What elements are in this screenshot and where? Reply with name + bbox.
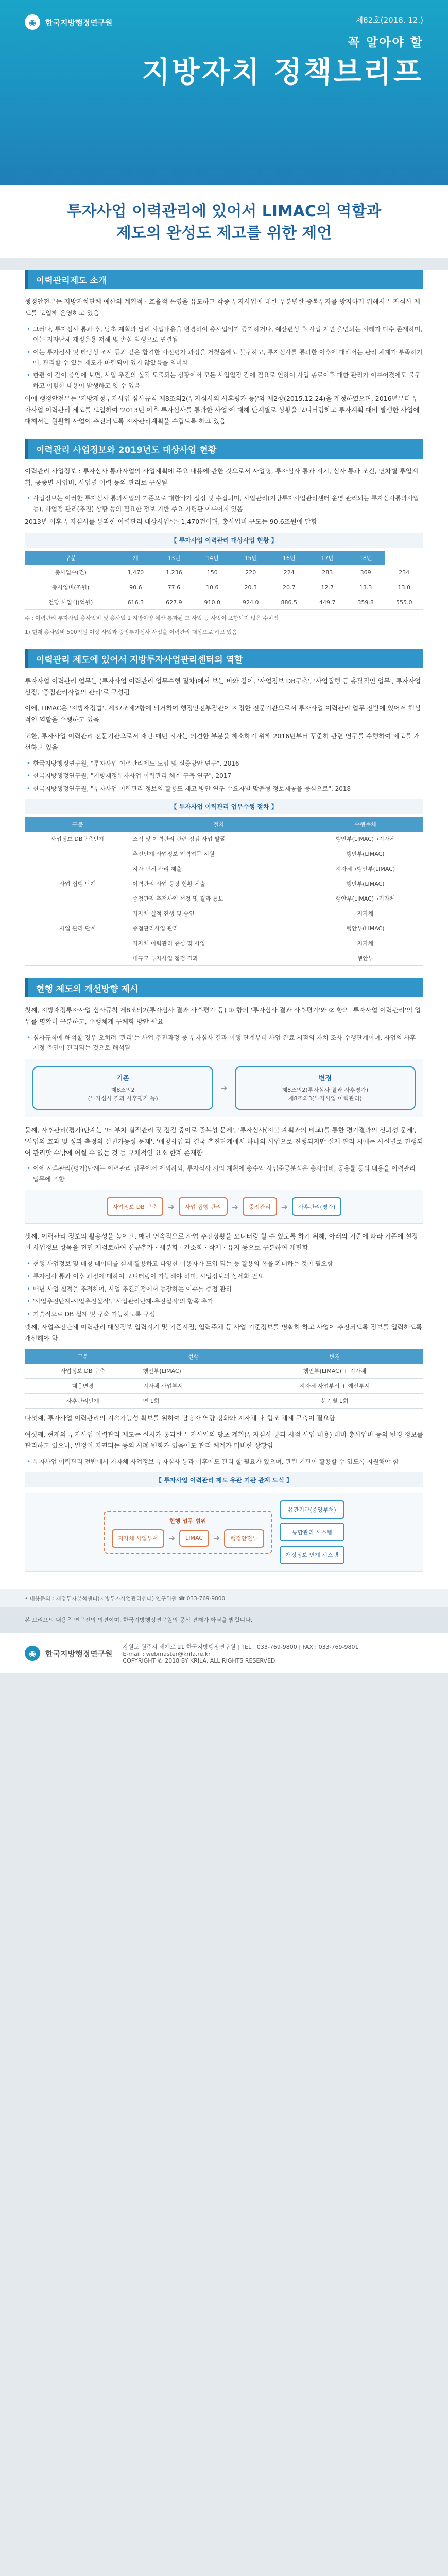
improve-paragraph-3: 셋째, 이력관리 정보의 활용성을 높이고, 매년 연속적으로 사업 추진상황을 모니터링 할 수 있도록 하기 위해, 아래의 기준에 따라 기존에 설정된 사업정보 항목을 전면 재검토하여 신규추가 · 세분화 · 간소화 · 삭제 · 유지 등으로 구분하여 개편함 bbox=[25, 1232, 418, 1252]
table-cell: 지자체 bbox=[307, 906, 423, 921]
role-paragraph-1: 투자사업 이력관리 업무는 (투자사업 이력관리 업무수행 절차)에서 보는 바와 같이, '사업정보 DB구축', '사업집행 등 총괄적인 업무', 투자사업 선정, '중점관리사업의 관리'로 구성됨 bbox=[25, 676, 421, 696]
title-line-1: 투자사업 이력관리에 있어서 LIMAC의 역할과 bbox=[66, 202, 382, 221]
contact-info: • 내용문의 : 재정투자분석센터(지방투자사업관리센터) 연구위원 ☎ 033-769-9800 bbox=[0, 1589, 448, 1607]
issue-number: 제82호(2018. 12.) bbox=[355, 15, 423, 25]
compare-after-body: 제8조의2(투자심사 결과 사후평가) 제8조의3(투자사업 이력관리) bbox=[282, 1086, 369, 1103]
table-cell: 449.7 bbox=[308, 595, 346, 610]
table-cell: 건당 사업비(억원) bbox=[25, 595, 116, 610]
table-cell: 총사업비(조원) bbox=[25, 580, 116, 595]
table-cell: 행안부(LIMAC) bbox=[307, 921, 423, 936]
table-cell: 중점관리 추적사업 선정 및 결과 통보 bbox=[130, 891, 307, 906]
relationship-diagram bbox=[25, 1493, 423, 1572]
section-heading-role: 이력관리 제도에 있어서 지방투자사업관리센터의 역할 bbox=[25, 649, 423, 668]
status-note-2: 1) 현재 총사업비 500억원 이상 사업과 중앙투자심사 사업을 이력관리 대상으로 하고 있음 bbox=[25, 629, 237, 635]
compare-after-title: 변경 bbox=[318, 1074, 332, 1082]
table-cell: 이력관리 사업 등장 현황 체출 bbox=[130, 876, 307, 891]
improve-bullet-2: • 이에 사후관리(평가)단계는 이력관리 업무에서 제외하되, 투자심사 시의 계획에 총수와 사업준공분석은 총사업비, 공용률 등의 내용을 이력관리 업무에 포함 bbox=[25, 1163, 423, 1184]
table-cell: 12.7 bbox=[308, 580, 346, 595]
table-header-cell: 계 bbox=[116, 551, 154, 565]
table-cell: 359.8 bbox=[347, 595, 385, 610]
title-line-2: 제도의 완성도 제고를 위한 제언 bbox=[116, 224, 332, 242]
improve-paragraph-2: 둘째, 사후관리(평가)단계는 '더 부처 실적관리 및 점검 중이로 중복성 문제', '투자심사(지불 계획과의 비교)를 통한 평가결과의 신뢰성 문제', '사업의 효과 및 성과 측정의 실천가능성 문제', '매칭사업'과 결국 추진단계에서 하나의 사업으로 진행되지만 실제 관리 시에는 사실별로 진행되어 관리할 수밖에 어쩔 수 없는 것 등 구체적인 요소 한계 존재함 bbox=[25, 1126, 423, 1157]
table-row bbox=[25, 832, 423, 846]
table-cell: 910.0 bbox=[193, 595, 231, 610]
footer-disclaimer bbox=[0, 1607, 448, 1633]
table-cell: 행안부(LIMAC)→지자체 bbox=[307, 832, 423, 846]
table-cell: 지자체→행안부(LIMAC) bbox=[307, 861, 423, 876]
table-cell: 지자 단체 관리 제출 bbox=[130, 861, 307, 876]
node-central-agency: 유관기관(중앙부처) bbox=[280, 1500, 345, 1519]
table-cell: 조직 및 이력관리 관련 점검 사업 발굴 bbox=[130, 832, 307, 846]
table-cell: 지자체 이력관리 중심 및 사업 bbox=[130, 936, 307, 951]
improve-bullet-3: • 현행 사업정보 및 매칭 데이터를 실제 활용하고 다양한 이용자가 도입 되는 등 활용의 폭을 확대하는 것이 필요함 bbox=[25, 1259, 423, 1269]
arrow-right-icon: ➜ bbox=[281, 1201, 288, 1212]
table-cell: 150 bbox=[193, 565, 231, 580]
status-note-1: 주 : 이력관리 투자사업 총사업비 및 총사업 1 지방이양 예산 통과된 그 사업 등 사업이 포함되지 않은 수치임 bbox=[25, 615, 279, 622]
table-cell: 사업 관리 단계 bbox=[25, 921, 130, 936]
table-cell: 행안부(LIMAC) bbox=[307, 876, 423, 891]
section-heading-status: 이력관리 사업정보와 2019년도 대상사업 현황 bbox=[25, 439, 423, 459]
compare-before-title: 기존 bbox=[116, 1074, 130, 1082]
table-cell: 1,470 bbox=[116, 565, 154, 580]
compare-before-body: 제8조의2 (투자심사 결과 사후평가 등) bbox=[88, 1086, 158, 1103]
page-title bbox=[25, 201, 423, 244]
table-cell: 77.6 bbox=[155, 580, 193, 595]
role-table bbox=[25, 817, 423, 966]
table-header-cell: 18년 bbox=[347, 551, 385, 565]
table-header-cell: 15년 bbox=[232, 551, 270, 565]
disclaimer-text: 본 브리프의 내용은 연구진의 의견이며, 한국지방행정연구원의 공식 견해가 아님을 밝힙니다. bbox=[25, 1616, 253, 1623]
intro-bullet-2: • 이는 투자심사 및 타당성 조사 등과 같은 합격한 사전평가 과정을 거쳤음에도 불구하고, 투자심사를 통과한 이후에 대해서는 관리 체계가 부족하기에, 관리할 수 있는 제도가 마련되어 있지 않았음을 의미함 bbox=[25, 347, 423, 368]
table-row bbox=[25, 936, 423, 951]
table-header-cell: 구분 bbox=[25, 551, 116, 565]
section-heading-improve: 현행 제도의 개선방향 제시 bbox=[25, 978, 423, 997]
table-cell bbox=[25, 891, 130, 906]
status-paragraph-2: 2013년 이후 투자심사를 통과한 이력관리 대상사업*은 1,470건이며, 총사업비 규모는 90.6조원에 달함 bbox=[25, 518, 318, 526]
table-cell: 행안부(LIMAC)→지자체 bbox=[307, 891, 423, 906]
table-cell: 234 bbox=[385, 565, 423, 580]
arrow-right-icon: ➜ bbox=[168, 1533, 176, 1544]
role-table-caption: 【 투자사업 이력관리 업무수행 절차 】 bbox=[25, 799, 423, 814]
table-cell: 분기별 1회 bbox=[246, 1393, 423, 1408]
table-row bbox=[25, 876, 423, 891]
table-row bbox=[25, 1364, 423, 1379]
table-row bbox=[25, 951, 423, 966]
footer-address: 강원도 원주시 세계로 21 한국지방행정연구원 | TEL : 033-769-9800 | FAX : 033-769-9801 bbox=[123, 1643, 359, 1651]
compare-after-box bbox=[235, 1066, 416, 1110]
improve-paragraph-5: 다섯째, 투자사업 이력관리의 지속가능성 확보를 위하여 담당자 역량 강화와 지자체 내 협조 체계 구축이 필요함 bbox=[25, 1414, 335, 1422]
arrow-right-icon: ➜ bbox=[220, 1083, 228, 1093]
table-cell: 924.0 bbox=[232, 595, 270, 610]
table-cell: 627.9 bbox=[155, 595, 193, 610]
table-row bbox=[25, 846, 423, 861]
table-cell: 지자체 실적 진행 및 승인 bbox=[130, 906, 307, 921]
table-cell: 20.7 bbox=[270, 580, 308, 595]
table-cell: 886.5 bbox=[270, 595, 308, 610]
table-cell: 지자체 사업부서 bbox=[141, 1378, 246, 1393]
table-cell: 중점관리사업 관리 bbox=[130, 921, 307, 936]
table-cell: 224 bbox=[270, 565, 308, 580]
flow-step-1: 사업정보 DB 구축 bbox=[107, 1197, 164, 1216]
node-local-dept: 지자체 사업부서 bbox=[112, 1529, 164, 1548]
brand-title: 지방자치 정책브리프 bbox=[142, 56, 423, 89]
table-cell: 추진단계 사업정보 입력업무 지원 bbox=[130, 846, 307, 861]
improve-bullet-1: • 심사규칙에 해석할 경우 오히려 '관리'는 사업 추진과정 중 투자심사 결과 이행 단계부터 사업 완료 시점의 자치 조사 수행단계이며, 사업의 사후 재정 측면이 관리되는 것으로 해석됨 bbox=[25, 1032, 423, 1054]
role-ref-1: • 한국지방행정연구원, "투자사업 이력관리제도 도입 및 실증방안 연구", 2016 bbox=[25, 758, 423, 769]
table-header-cell: 구분 bbox=[25, 817, 130, 832]
table-cell: 지자체 bbox=[307, 936, 423, 951]
logo-icon: ◉ bbox=[25, 14, 40, 30]
table-cell: 사업정보 DB 구축 bbox=[25, 1364, 141, 1379]
table-cell bbox=[25, 951, 130, 966]
flow-step-2: 사업 집행 관리 bbox=[179, 1197, 228, 1216]
improve-paragraph-4: 넷째, 사업추진단계 이력관리 대상정보 입력시기 및 기준시점, 입력주체 등 사업 기준정보를 명확히 하고 사업이 추진되도록 정보를 입력하도록 개선해야 함 bbox=[25, 1323, 422, 1342]
org-name: 한국지방행정연구원 bbox=[45, 18, 113, 27]
footer-email[interactable]: E-mail : webmaster@krila.re.kr bbox=[123, 1651, 211, 1658]
arrow-right-icon: ➜ bbox=[231, 1201, 239, 1212]
table-cell: 1,236 bbox=[155, 565, 193, 580]
node-limac: LIMAC bbox=[179, 1530, 209, 1547]
section-heading-intro: 이력관리제도 소개 bbox=[25, 270, 423, 289]
status-table bbox=[25, 551, 423, 610]
header-banner bbox=[0, 0, 448, 185]
table-row bbox=[25, 921, 423, 936]
improve-bullet-7: • 기술적으로 DB 설계 및 구축 가능하도록 구성 bbox=[25, 1309, 423, 1319]
table-row bbox=[25, 595, 423, 610]
table-cell: 총사업수(건) bbox=[25, 565, 116, 580]
arrow-right-icon: ➜ bbox=[213, 1533, 220, 1544]
table-cell: 대응변경 bbox=[25, 1378, 141, 1393]
table-cell: 행안부(LIMAC) + 지자체 bbox=[246, 1364, 423, 1379]
table-cell: 사업 집행 단계 bbox=[25, 876, 130, 891]
tagline: 꼭 알아야 할 bbox=[348, 35, 423, 49]
final-diagram-caption: 【 투자사업 이력관리 제도 유관 기관 관계 도식 】 bbox=[25, 1472, 423, 1487]
current-scope-label: 현행 업무 범위 bbox=[169, 1517, 206, 1524]
improve-bullet-8: • 투자사업 이력관리 전반에서 지자체 사업정보 투자심사 통과 이후에도 관리 할 필요가 있으며, 관련 기관이 활용할 수 있도록 지원해야 함 bbox=[25, 1456, 423, 1467]
table-header-cell: 변경 bbox=[246, 1349, 423, 1364]
table-cell: 369 bbox=[347, 565, 385, 580]
improve-paragraph-6: 여섯째, 현재의 투자사업 이력관리 제도는 실시가 통과한 투자사업의 당초 계획(투자심사 통과 시점 사업 내용) 대비 총사업비 등의 변경 정보를 관리하고 있으나, 일정이 지연되는 등의 사례 변화가 있음에도 관리 체계가 미비한 상황임 bbox=[25, 1430, 423, 1450]
table-cell: 13.3 bbox=[347, 580, 385, 595]
table-cell: 대규모 투자사업 점검 결과 bbox=[130, 951, 307, 966]
table-cell: 행안부(LIMAC) bbox=[141, 1364, 246, 1379]
improve-bullet-4: • 투자심사 통과 이후 과정에 대하여 모니터링이 가능해야 하며, 사업정보의 상세화 필요 bbox=[25, 1271, 423, 1281]
table-header-cell: 현행 bbox=[141, 1349, 246, 1364]
table-header-cell: 구분 bbox=[25, 1349, 141, 1364]
table-cell bbox=[25, 846, 130, 861]
table-cell: 13.0 bbox=[385, 580, 423, 595]
logo-icon: ◉ bbox=[25, 1646, 40, 1661]
status-bullet-1: • 사업정보는 이러한 투자심사 통과사업의 기준으로 대한바가 설정 및 수집되며, 사업관리(지방투자사업관리센터 운영 관리되는 투자심사통과사업 등), 사업정 관리(추진) 상황 등의 필요한 정보 기반 주요 가령관 이루어지 있음 bbox=[25, 493, 423, 514]
improve-paragraph-1: 첫째, 지방재정투자사업 심사규칙 제8조의2(투자심사 결과 사후평가 등) ① 항의 '투자심사 결과 사후평가'와 ② 항의 '투자사업 이력관리'의 업무를 명확히 구분하고, 수행체계 구체화 방안 필요 bbox=[25, 1006, 421, 1026]
table-cell: 연 1회 bbox=[141, 1393, 246, 1408]
table-header-cell: 절차 bbox=[130, 817, 307, 832]
table-row bbox=[25, 565, 423, 580]
org-logo bbox=[25, 14, 112, 30]
role-paragraph-2: 이에, LIMAC은 '지방재정법', 제37조제2항에 의거하여 행정안전부장관이 지정한 전문기관으로서 투자사업 이력관리 업무 전반에 있어서 핵심적인 역할을 수행하고 있음 bbox=[25, 704, 421, 724]
compare-before-box bbox=[32, 1066, 213, 1110]
table-header-cell: 14년 bbox=[193, 551, 231, 565]
table-row bbox=[25, 1393, 423, 1408]
table-header-cell: 13년 bbox=[155, 551, 193, 565]
table-cell bbox=[25, 906, 130, 921]
table-cell bbox=[25, 936, 130, 951]
table-cell: 행안부(LIMAC) bbox=[307, 846, 423, 861]
table-cell bbox=[25, 861, 130, 876]
intro-bullet-1: • 그러나, 투자심사 통과 후, 당초 계획과 달리 사업내용을 변경하여 총사업비가 증가하거나, 예산편성 후 사업 지연 출연되는 사례가 다수 존재하며, 이는 지자단체 재정운용 저해 및 손실 발생으로 연결됨 bbox=[25, 324, 423, 345]
table-cell: 220 bbox=[232, 565, 270, 580]
table-cell: 283 bbox=[308, 565, 346, 580]
footer-bar bbox=[0, 1633, 448, 1673]
improve-bullet-5: • 매년 사업 실적을 추적하여, 사업 추진과정에서 등장하는 이슈를 중점 관리 bbox=[25, 1284, 423, 1294]
intro-paragraph-2: 이에 행정안전부는 '지방재정투자사업 심사규칙 제8조의2(투자심사의 사후평가 등)'와 제2항(2015.12.24)을 개정하였으며, 2016년부터 투자사업 이력관리 제도를 도입하여 '2013년 이후 투자심사를 통과한 사업'에 대해 단계별로 상황을 모니터링하고 투자계획 대비 발생한 사업에 대해서는 원활히 사업이 추진되도록 지자관리계획을 수립토록 하고 있음 bbox=[25, 395, 420, 425]
arrow-right-icon: ➜ bbox=[167, 1201, 175, 1212]
table-row bbox=[25, 906, 423, 921]
table-header-cell: 16년 bbox=[270, 551, 308, 565]
table-cell: 행안부 bbox=[307, 951, 423, 966]
footer-copyright: COPYRIGHT © 2018 BY KRILA. ALL RIGHTS RESERVED bbox=[123, 1657, 275, 1665]
footer-logo bbox=[25, 1646, 112, 1661]
status-table-caption: 【 투자사업 이력관리 대상사업 현황 】 bbox=[25, 533, 423, 548]
role-paragraph-3: 또한, 투자사업 이력관리 전문기관으로서 재난·매년 지자는 의견한 부분을 해소하기 위해 2016년부터 꾸준히 관련 연구를 수행하여 제도를 개선하고 있음 bbox=[25, 732, 420, 752]
table-cell: 10.6 bbox=[193, 580, 231, 595]
intro-paragraph-1: 행정안전부는 지방자치단체 예산의 계획적 · 효율적 운영을 유도하고 각종 투자사업에 대한 무분별한 중복투자를 방지하기 위해서 투자심사 제도를 도입해 운영하고 있음 bbox=[25, 298, 420, 317]
table-cell: 90.6 bbox=[116, 580, 154, 595]
table-cell: 20.3 bbox=[232, 580, 270, 595]
table-cell: 555.0 bbox=[385, 595, 423, 610]
table-row bbox=[25, 1378, 423, 1393]
table-cell: 지자체 사업부서 + 예산부서 bbox=[246, 1378, 423, 1393]
improve-bullet-6: • '사업추진단계-사업추진실적', '사업관리단계-추진실적'의 항목 추가 bbox=[25, 1296, 423, 1307]
status-paragraph-1: 이력관리 사업정보 : 투자심사 통과사업의 사업계획에 주요 내용에 관한 것으로서 사업명, 투자심사 통과 시기, 심사 통과 조건, 연차별 투입계획, 공종별 사업비, 사업별 이력 등의 관리로 구성됨 bbox=[25, 467, 418, 486]
role-ref-2: • 한국지방행정연구원, "지방재정투자사업 이력관리 체계 구축 연구", 2017 bbox=[25, 771, 423, 781]
node-ministry: 행정안전부 bbox=[224, 1529, 264, 1548]
flow-step-3: 중점관리 bbox=[243, 1197, 277, 1216]
table-header-cell: 17년 bbox=[308, 551, 346, 565]
improve-table bbox=[25, 1349, 423, 1409]
intro-bullet-3: • 한편 이 같이 중앙에 보면, 사업 추진의 실적 도출되는 상황에서 모든 사업일정 감에 필요로 인하여 사업 종료이후 대한 관리가 이루어졌에도 불구하고 이렇한 내용이 발생하고 잇 수 있음 bbox=[25, 370, 423, 391]
flow-diagram bbox=[25, 1190, 423, 1224]
table-row bbox=[25, 861, 423, 876]
node-linked-system: 재정정보 연계 시스템 bbox=[280, 1546, 345, 1564]
flow-step-4: 사후관리(평가) bbox=[292, 1197, 341, 1216]
table-cell: 616.3 bbox=[116, 595, 154, 610]
table-cell: 사후관리단계 bbox=[25, 1393, 141, 1408]
node-integrated-system: 통합관리 시스템 bbox=[280, 1523, 345, 1541]
table-cell: 사업정보 DB구축단계 bbox=[25, 832, 130, 846]
footer-org-name: 한국지방행정연구원 bbox=[45, 1649, 113, 1658]
compare-diagram bbox=[25, 1059, 423, 1117]
table-row bbox=[25, 580, 423, 595]
role-ref-3: • 한국지방행정연구원, "투자사업 이력관리 정보의 활용도 제고 방안 연구-수요자별 맞춤형 정보제공을 중심으로", 2018 bbox=[25, 784, 423, 794]
table-header-cell: 수행주체 bbox=[307, 817, 423, 832]
table-row bbox=[25, 891, 423, 906]
